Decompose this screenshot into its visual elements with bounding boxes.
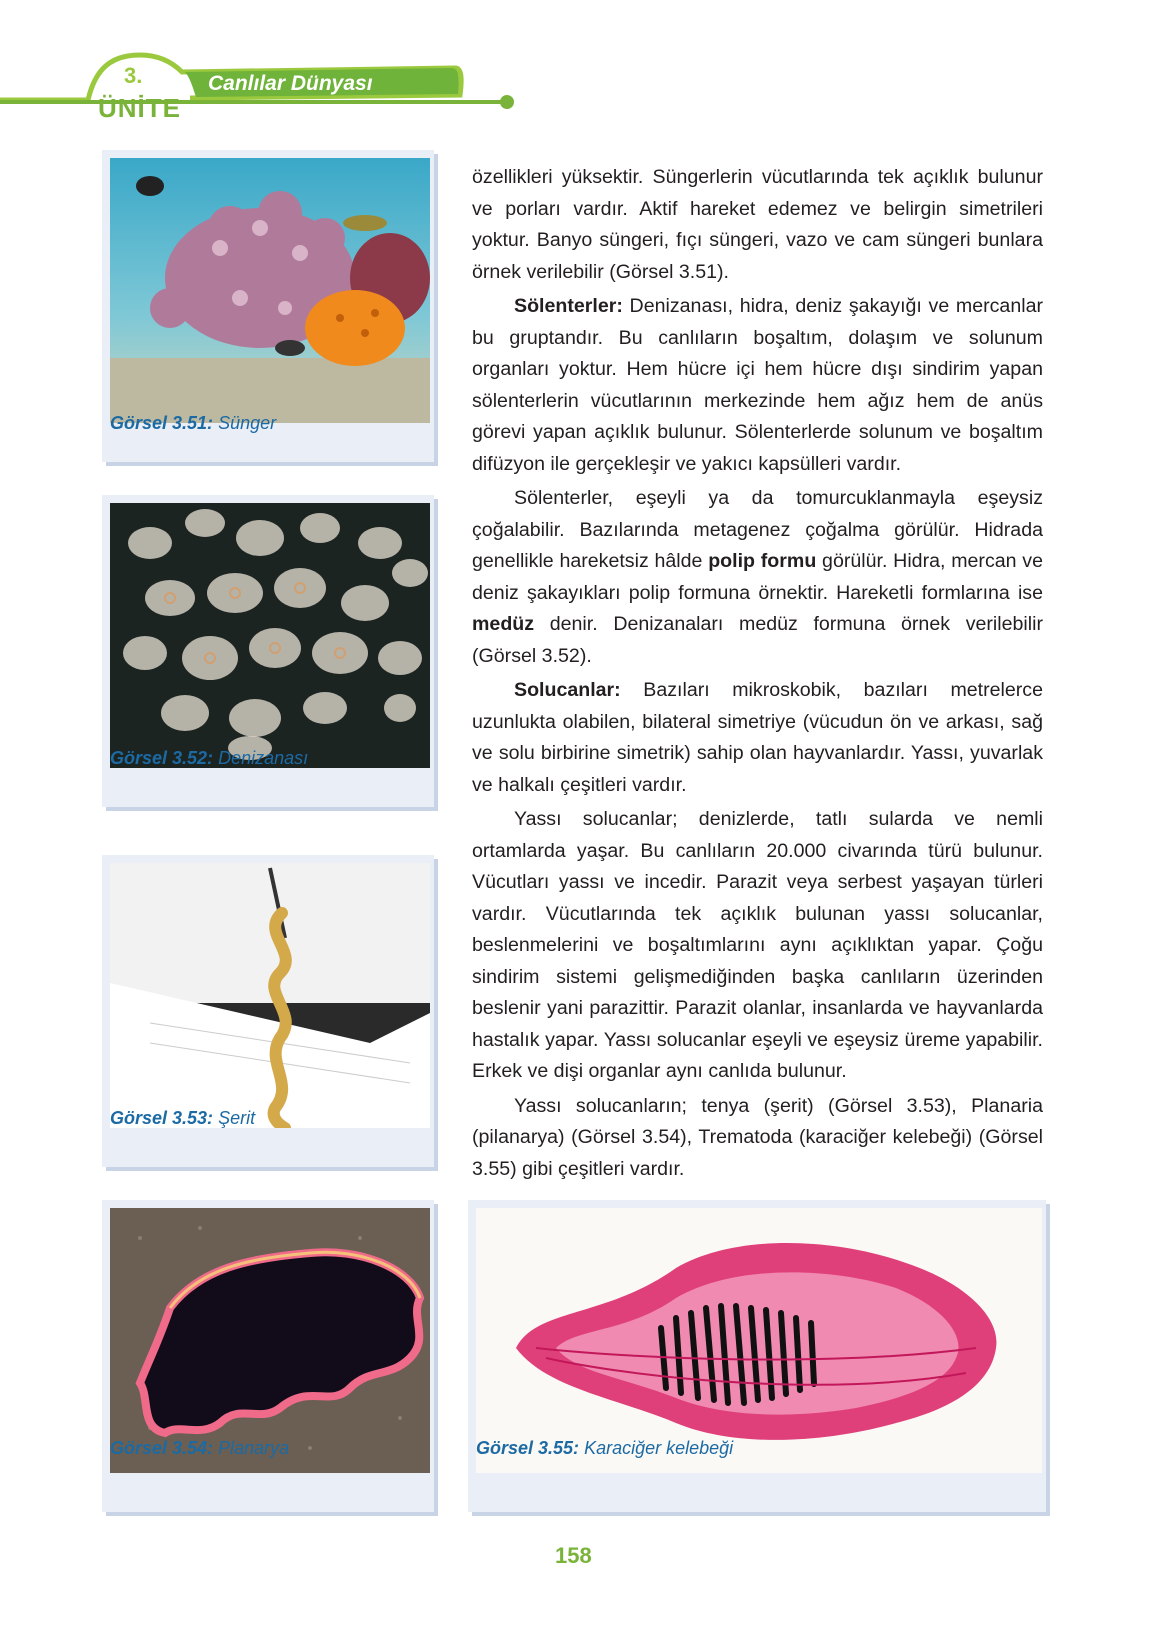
- planaria-photo: [110, 1208, 430, 1473]
- unit-title: Canlılar Dünyası: [208, 72, 373, 95]
- page-number: 158: [555, 1543, 592, 1568]
- liver-fluke-photo: [476, 1208, 1042, 1473]
- figure-caption: Görsel 3.53: Şerit: [110, 1108, 256, 1128]
- paragraph: Yassı solucanların; tenya (şerit) (Görsel 3.53), Planaria (pilanarya) (Görsel 3.54), Trematoda (karaciğer kelebeği) (Görsel 3.55) gibi çeşitleri vardır.: [472, 1094, 1043, 1180]
- paragraph: özellikleri yüksektir. Süngerlerin vücutlarında tek açıklık bulunur ve porları vardır. Aktif hareket edemez ve belirgin simetrileri yoktur. Banyo süngeri, fıçı süngeri, vazo ve cam süngeri bunlara örnek verilebilir (Görsel 3.51).: [472, 166, 1043, 283]
- figure-denizanasi: [102, 495, 434, 807]
- sponge-photo: [110, 158, 430, 423]
- figure-caption: Görsel 3.55: Karaciğer kelebeği: [476, 1438, 734, 1458]
- unit-label: ÜNİTE: [98, 93, 181, 123]
- figure-serit: [102, 855, 434, 1167]
- figure-sunger: [102, 150, 434, 462]
- paragraph: Solucanlar: Bazıları mikroskobik, bazıları metrelerce uzunlukta olabilen, bilateral simetriye (vücudun ön ve arkası, sağ ve solu birbirine simetrik) sahip olan hayvanlardır. Yassı, yuvarlak ve halkalı çeşitleri vardır.: [472, 679, 1043, 796]
- paragraph: Sölenterler: Denizanası, hidra, deniz şakayığı ve mercanlar bu gruptandır. Bu canlıların boşaltım, dolaşım ve solunum organları yoktur. Hem hücre içi hem hücre dışı sindirim yapan sölenterlerin vücutlarının merkezinde hem ağız hem de anüs görevi yapan açıklık bulunur. Sölenterlerde solunum ve boşaltım difüzyon ile gerçekleşir ve yakıcı kapsülleri vardır.: [472, 295, 1043, 475]
- body-text: [472, 162, 1043, 1188]
- figure-karaciger-kelebegi: [468, 1200, 1046, 1512]
- jellyfish-photo: [110, 503, 430, 768]
- figure-caption: Görsel 3.52: Denizanası: [110, 748, 309, 768]
- paragraph: Yassı solucanlar; denizlerde, tatlı sularda ve nemli ortamlarda yaşar. Bu canlıların 20.000 civarında türü bulunur. Vücutları yassı ve incedir. Parazit veya serbest yaşayan türleri vardır. Vücutlarında tek açıklık bulunan yassı solucanlar, beslenmelerini ve boşaltımlarını aynı açıklıktan yapar. Çoğu sindirim sistemi gelişmediğinden başka canlıların üzerinden beslenir yani parazittir. Parazit olanlar, insanlarda ve hayvanlarda hastalık yapar. Yassı solucanlar eşeyli ve eşeysiz üreme yapabilir. Erkek ve dişi organlar aynı canlıda bulunur.: [472, 808, 1043, 1082]
- paragraph: Sölenterler, eşeyli ya da tomurcuklanmayla eşeysiz çoğalabilir. Bazılarında metagenez çoğalma görülür. Hidrada genellikle hareketsiz hâlde polip formu görülür. Hidra, mercan ve deniz şakayıkları polip formuna örnektir. Hareketli formlarına ise medüz denir. Denizanaları medüz formuna örnek verilebilir (Görsel 3.52).: [472, 487, 1043, 667]
- figure-caption: Görsel 3.54: Planarya: [110, 1438, 290, 1458]
- tapeworm-photo: [110, 863, 430, 1128]
- figure-caption: Görsel 3.51: Sünger: [110, 413, 277, 433]
- figure-planarya: [102, 1200, 434, 1512]
- unit-number: 3.: [124, 63, 143, 88]
